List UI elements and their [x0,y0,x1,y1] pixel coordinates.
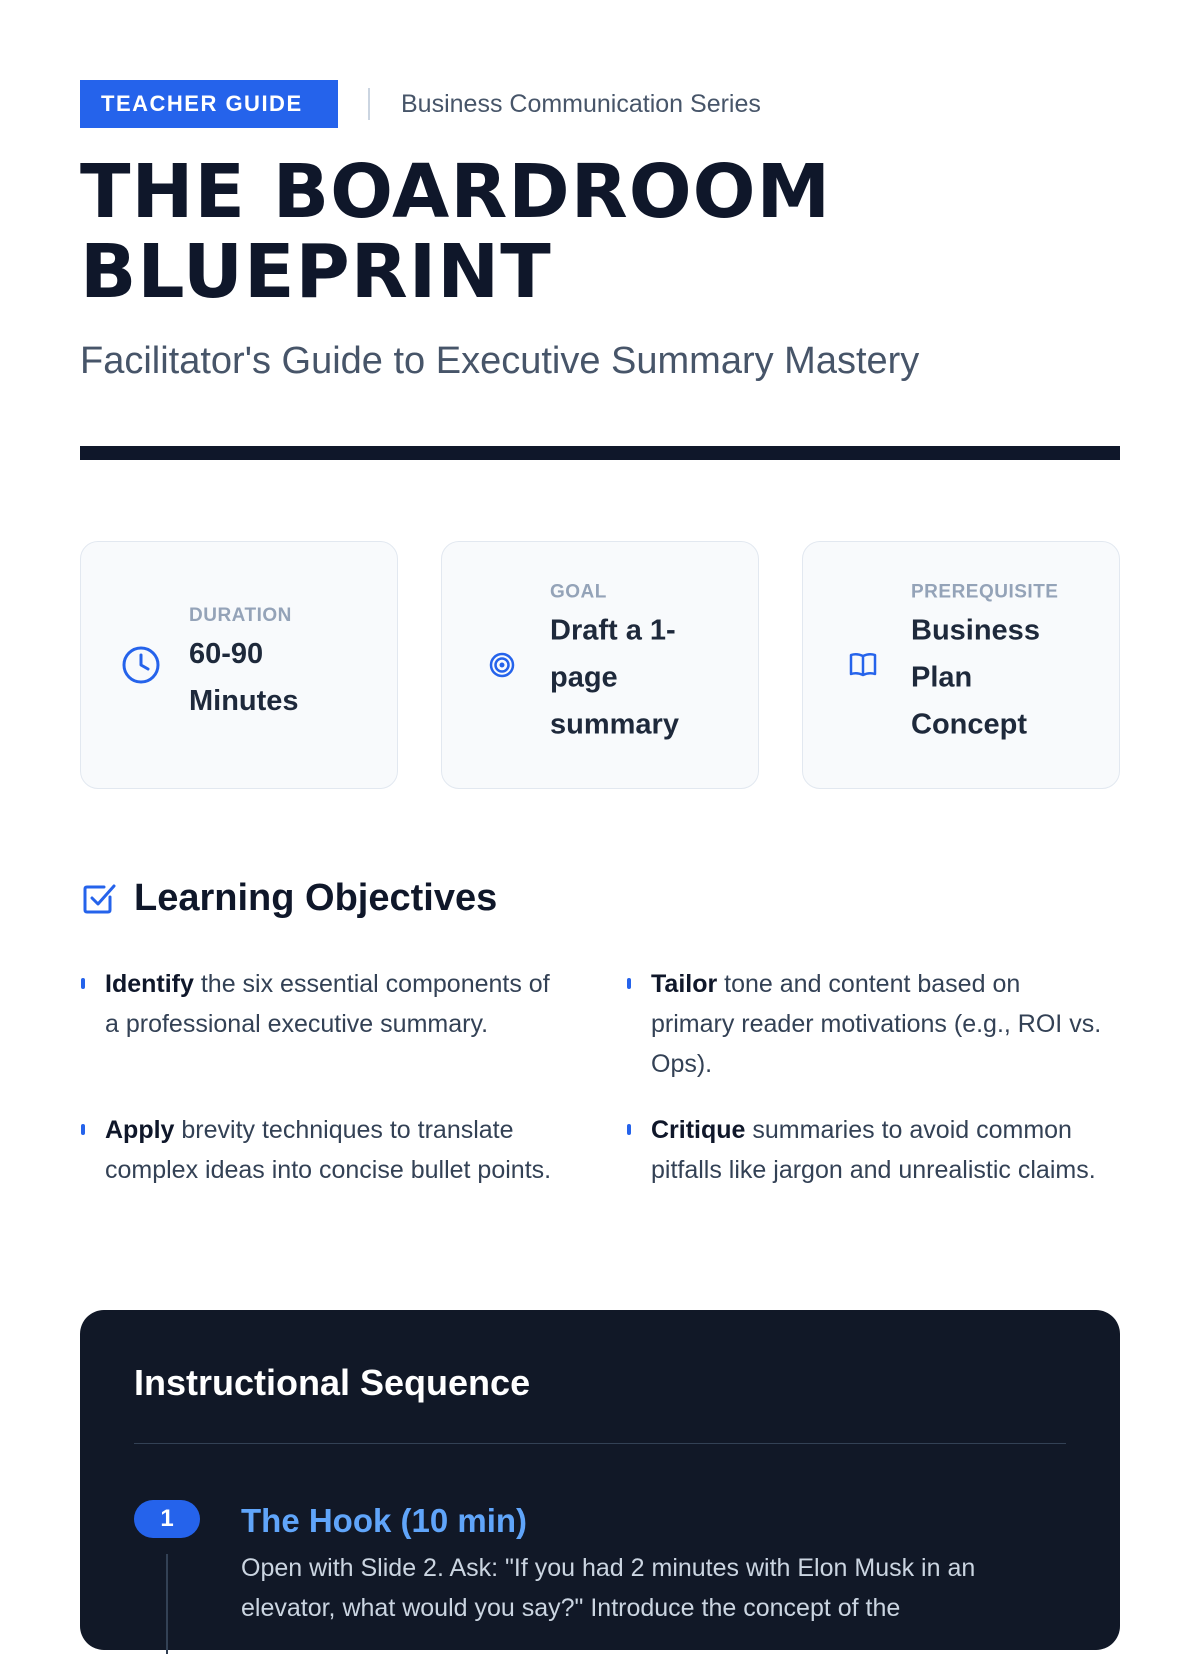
goal-value-line-2: page [550,661,618,694]
objective-verb: Critique [651,1116,746,1144]
duration-label: DURATION [189,605,292,626]
teacher-guide-page [80,0,1120,1622]
page-title [80,149,1120,315]
clock-icon [121,645,161,685]
objective-text: the six essential components of a professional executive summary. [105,970,550,1038]
instructional-sequence-panel [80,1310,1120,1650]
bullet-marker [81,978,85,989]
objective-text: brevity techniques to translate complex ideas into concise bullet points. [105,1116,552,1184]
stat-cards [80,541,1120,791]
teacher-guide-badge: TEACHER GUIDE [80,80,338,128]
goal-text [550,582,742,749]
title-divider [80,446,1120,460]
page-subtitle: Facilitator's Guide to Executive Summary Mastery [80,340,920,382]
objective-verb: Apply [105,1116,175,1144]
objective-item [80,964,560,1044]
series-name: Business Communication Series [401,89,761,118]
prerequisite-value-line-1: Business [911,614,1040,647]
duration-value [189,631,381,725]
goal-card [441,541,759,789]
goal-value-line-3: summary [550,708,679,741]
checkbox-icon [80,879,118,917]
duration-value-line-2: Minutes [189,685,299,717]
step-title: The Hook (10 min) [241,1502,528,1539]
duration-value-line-1: 60-90 [189,638,264,670]
prerequisite-value [911,608,1103,749]
objective-text: summaries to avoid common pitfalls like jargon and unrealistic claims. [651,1116,1096,1184]
duration-text [189,605,381,725]
bullet-marker [627,1124,631,1135]
goal-label: GOAL [550,581,607,603]
objective-verb: Tailor [651,970,718,998]
header-meta [80,80,761,128]
step-number-badge: 1 [134,1500,200,1538]
objectives-heading: Learning Objectives [134,876,498,919]
title-line-2: BLUEPRINT [80,229,552,315]
title-line-1: THE BOARDROOM [80,149,832,235]
goal-value-line-1: Draft a 1- [550,614,676,647]
prerequisite-text [911,582,1103,749]
header-separator [368,88,370,120]
objective-item [626,964,1106,1084]
goal-value [550,608,742,749]
duration-card [80,541,398,789]
step-timeline-line [166,1554,168,1654]
prerequisite-label: PREREQUISITE [911,581,1059,603]
sequence-heading: Instructional Sequence [134,1362,531,1403]
step-description: Open with Slide 2. Ask: "If you had 2 minutes with Elon Musk in an elevator, what would you say?" Introduce the concept of the [241,1554,976,1622]
prerequisite-card [802,541,1120,789]
objective-item [80,1110,560,1190]
objective-verb: Identify [105,970,194,998]
sequence-divider [134,1443,1066,1444]
objective-text: tone and content based on primary reader motivations (e.g., ROI vs. Ops). [651,970,1102,1078]
objective-item [626,1110,1106,1190]
objectives-header [80,873,497,923]
bullet-marker [81,1124,85,1135]
prerequisite-value-line-3: Concept [911,708,1027,741]
prerequisite-value-line-2: Plan [911,661,973,694]
target-icon [482,645,522,685]
bullet-marker [627,978,631,989]
open-book-icon [843,645,883,685]
